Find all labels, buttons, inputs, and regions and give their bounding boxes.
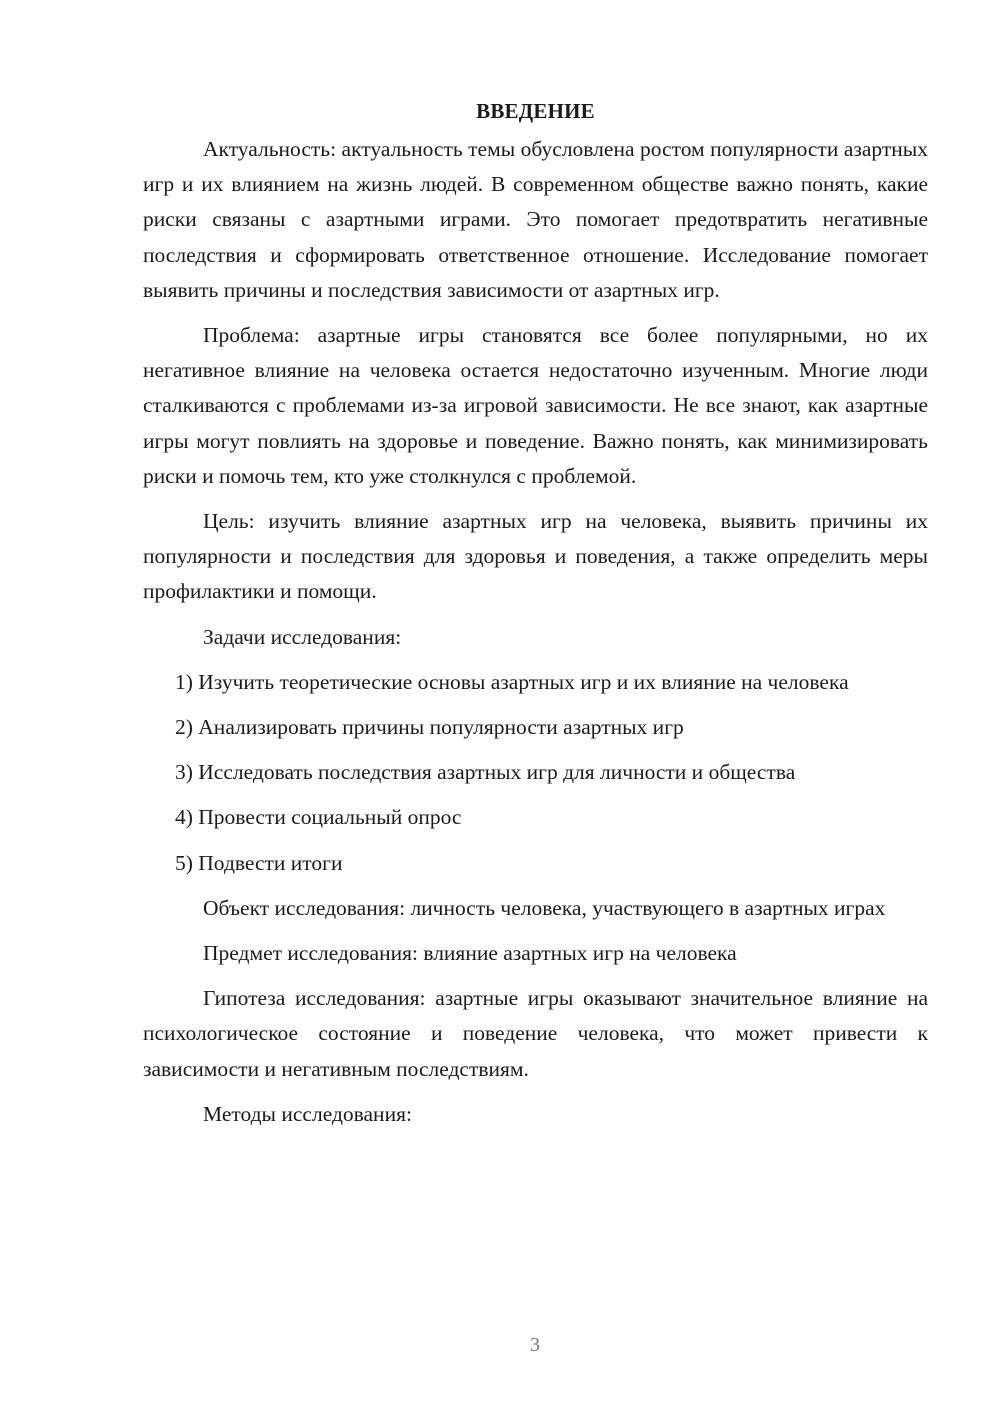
document-page <box>143 96 928 1132</box>
hypothesis-paragraph: Гипотеза исследования: азартные игры оказывают значительное влияние на психологическое состояние и поведение человека, что может привести к зависимости и негативным последствиям. <box>143 986 928 1081</box>
goal-paragraph: Цель: изучить влияние азартных игр на человека, выявить причины их популярности и последствия для здоровья и поведения, а также определить меры профилактики и помощи. <box>143 509 928 604</box>
section-title: ВВЕДЕНИЕ <box>476 99 595 123</box>
page-number: 3 <box>530 1334 540 1356</box>
task-item-5: 5) Подвести итоги <box>175 850 343 875</box>
object-paragraph: Объект исследования: личность человека, участвующего в азартных играх <box>203 895 886 920</box>
tasks-heading: Задачи исследования: <box>203 624 402 649</box>
subject-paragraph: Предмет исследования: влияние азартных игр на человека <box>203 941 737 966</box>
task-item-2: 2) Анализировать причины популярности азартных игр <box>175 715 684 740</box>
tasks-list <box>143 665 928 881</box>
problem-paragraph: Проблема: азартные игры становятся все более популярными, но их негативное влияние на человека остается недостаточно изученным. Многие люди сталкиваются с проблемами из-за игровой зависимости. Не все знают, как азартные игры могут повлиять на здоровье и поведение. Важно понять, как минимизировать риски и помочь тем, кто уже столкнулся с проблемой. <box>143 323 928 488</box>
methods-heading: Методы исследования: <box>203 1101 412 1126</box>
task-item-1: 1) Изучить теоретические основы азартных игр и их влияние на человека <box>175 669 849 694</box>
task-item-3: 3) Исследовать последствия азартных игр для личности и общества <box>175 760 796 785</box>
relevance-paragraph: Актуальность: актуальность темы обусловлена ростом популярности азартных игр и их влиянием на жизнь людей. В современном обществе важно понять, какие риски связаны с азартными играми. Это помогает предотвратить негативные последствия и сформировать ответственное отношение. Исследование помогает выявить причины и последствия зависимости от азартных игр. <box>143 137 928 302</box>
task-item-4: 4) Провести социальный опрос <box>175 805 462 830</box>
